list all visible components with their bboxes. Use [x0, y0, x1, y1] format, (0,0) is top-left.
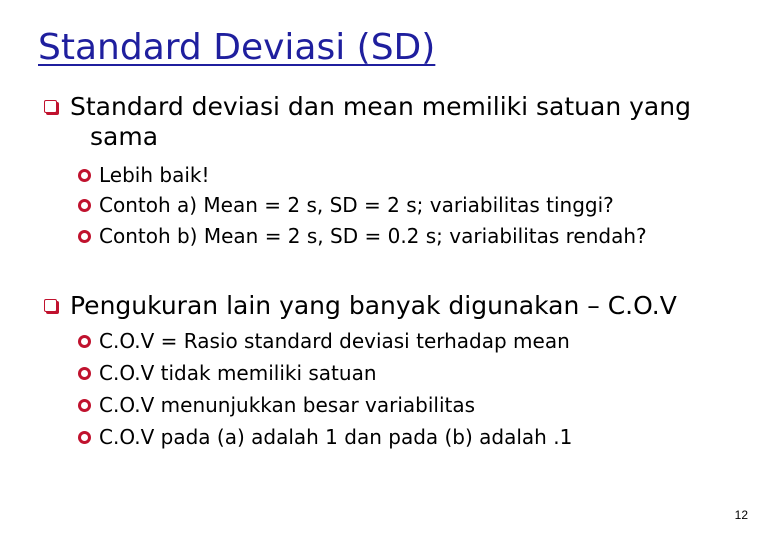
sub-bullet-item — [78, 423, 572, 451]
sub-bullet-text: C.O.V tidak memiliki satuan — [99, 361, 377, 385]
ring-bullet-icon — [78, 230, 91, 243]
ring-bullet-icon — [78, 431, 91, 444]
sub-bullet-item — [78, 222, 647, 250]
ring-bullet-icon — [78, 199, 91, 212]
page-number: 12 — [734, 508, 748, 522]
bullet-item — [44, 92, 691, 152]
sub-bullet-text: Lebih baik! — [99, 163, 210, 187]
bullet-text: Standard deviasi dan mean memiliki satuan yang sama — [70, 92, 691, 151]
ring-bullet-icon — [78, 169, 91, 182]
square-bullet-icon — [44, 299, 57, 312]
square-bullet-icon — [44, 100, 57, 113]
sub-bullet-item — [78, 191, 614, 219]
bullet-item — [44, 291, 677, 321]
slide-title: Standard Deviasi (SD) — [38, 27, 436, 68]
sub-bullet-item — [78, 391, 475, 419]
sub-bullet-text: C.O.V = Rasio standard deviasi terhadap mean — [99, 329, 570, 353]
sub-bullet-item — [78, 161, 210, 189]
ring-bullet-icon — [78, 399, 91, 412]
sub-bullet-text: C.O.V menunjukkan besar variabilitas — [99, 393, 476, 417]
sub-bullet-item — [78, 327, 570, 355]
sub-bullet-text: C.O.V pada (a) adalah 1 dan pada (b) adalah .1 — [99, 425, 573, 449]
ring-bullet-icon — [78, 335, 91, 348]
sub-bullet-text: Contoh b) Mean = 2 s, SD = 0.2 s; variabilitas rendah? — [99, 224, 647, 248]
bullet-text: Pengukuran lain yang banyak digunakan – C.O.V — [70, 291, 677, 320]
ring-bullet-icon — [78, 367, 91, 380]
sub-bullet-text: Contoh a) Mean = 2 s, SD = 2 s; variabilitas tinggi? — [99, 193, 614, 217]
sub-bullet-item — [78, 359, 377, 387]
